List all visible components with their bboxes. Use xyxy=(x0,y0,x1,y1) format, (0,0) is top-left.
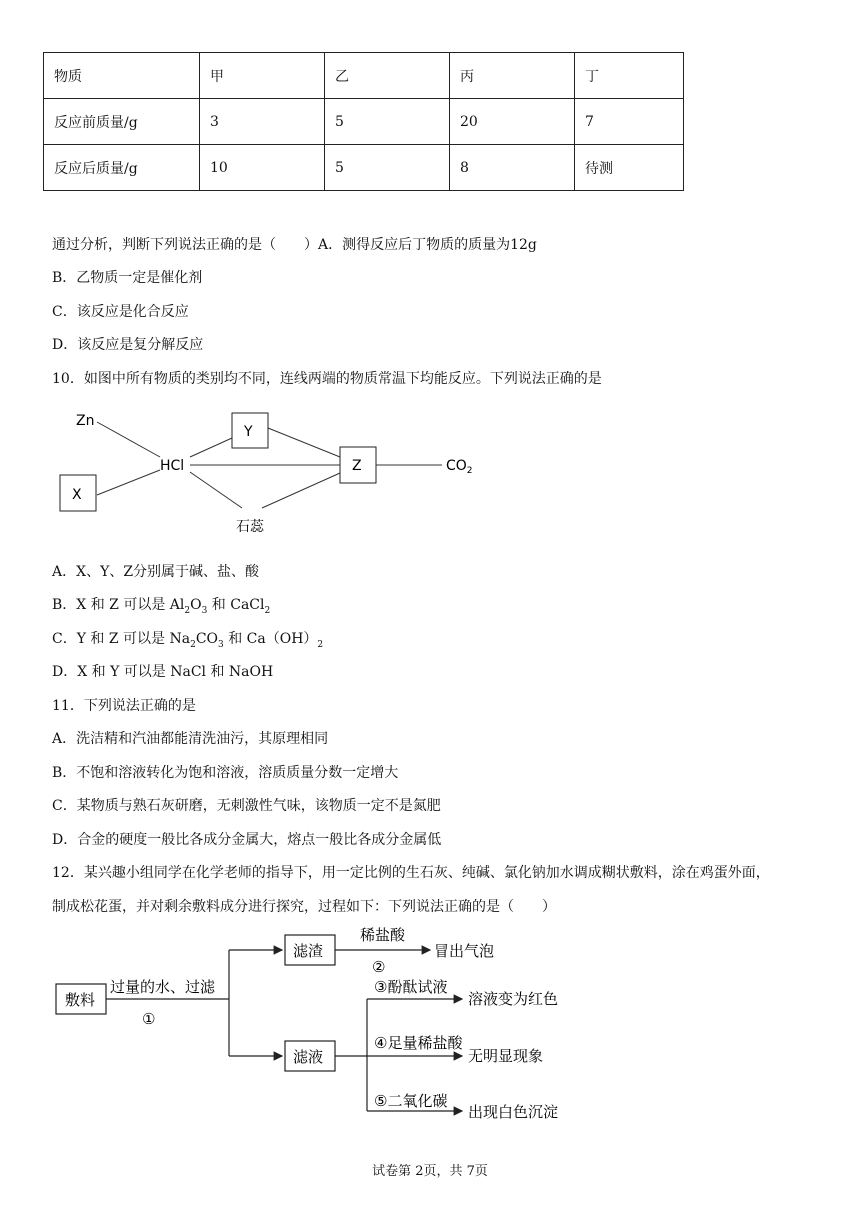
table-row xyxy=(44,145,684,191)
page-footer: 试卷第 2页，共 7页 xyxy=(372,1164,488,1179)
q9-option-c: C．该反应是化合反应 xyxy=(52,304,189,320)
q10-option-c xyxy=(52,628,323,650)
precip-result: 出现白色沉淀 xyxy=(468,1103,559,1121)
hcl-label: HCl xyxy=(160,458,185,474)
table-cell: 反应后质量/g xyxy=(44,145,200,191)
q12-stem-line2: 制成松花蛋，并对剩余敷料成分进行探究，过程如下：下列说法正确的是（ ） xyxy=(52,899,556,915)
phenol-label: ③酚酞试液 xyxy=(374,978,448,996)
text-run: 和 CaCl xyxy=(207,597,265,613)
table-cell: 5 xyxy=(325,145,450,191)
zn-label: Zn xyxy=(76,413,95,429)
co2-text: CO xyxy=(446,458,467,474)
co2-step-label: ⑤二氧化碳 xyxy=(374,1092,448,1110)
red-result: 溶液变为红色 xyxy=(468,990,559,1008)
q10-option-b xyxy=(52,594,270,616)
text-run: B．X 和 Z 可以是 Al xyxy=(52,597,185,613)
text-run: CO xyxy=(195,631,219,647)
q12-stem-line1: 12．某兴趣小组同学在化学老师的指导下，用一定比例的生石灰、纯碱、氯化钠加水调成糊状敷料，涂在鸡蛋外面， xyxy=(52,865,770,881)
text-run: 和 Ca（OH） xyxy=(223,631,318,647)
co2-label xyxy=(446,458,473,476)
q10-stem: 10．如图中所有物质的类别均不同，连线两端的物质常温下均能反应。下列说法正确的是 xyxy=(52,371,602,387)
x-label: X xyxy=(72,487,82,503)
text-run: O xyxy=(190,597,202,613)
step2-number: ② xyxy=(372,958,386,976)
text-run: C．Y 和 Z 可以是 Na xyxy=(52,631,191,647)
q9-stem: 通过分析，判断下列说法正确的是（ ）A．测得反应后丁物质的质量为12g xyxy=(52,237,537,253)
q10-reaction-diagram xyxy=(0,395,520,545)
table-cell: 8 xyxy=(450,145,575,191)
subscript: 2 xyxy=(264,605,271,616)
table-cell: 乙 xyxy=(325,53,450,99)
q11-option-d: D．合金的硬度一般比各成分金属大，熔点一般比各成分金属低 xyxy=(52,832,442,848)
table-header-row xyxy=(44,53,684,99)
lvye-label: 滤液 xyxy=(293,1048,324,1066)
q11-option-b: B．不饱和溶液转化为饱和溶液，溶质质量分数一定增大 xyxy=(52,765,399,781)
table-cell: 10 xyxy=(200,145,325,191)
table-cell: 丙 xyxy=(450,53,575,99)
mass-table xyxy=(43,52,684,191)
q12-flowchart xyxy=(0,920,620,1130)
step1-number: ① xyxy=(142,1010,156,1028)
table-cell: 甲 xyxy=(200,53,325,99)
step1-label: 过量的水、过滤 xyxy=(110,978,216,996)
q11-option-a: A．洗洁精和汽油都能清洗油污，其原理相同 xyxy=(52,731,329,747)
table-cell: 反应前质量/g xyxy=(44,99,200,145)
co2-subscript: 2 xyxy=(466,466,473,476)
excess-hcl-label: ④足量稀盐酸 xyxy=(374,1034,463,1052)
subscript: 2 xyxy=(184,605,191,616)
q9-option-d: D．该反应是复分解反应 xyxy=(52,337,204,353)
subscript: 2 xyxy=(317,639,324,650)
subscript: 3 xyxy=(218,639,224,650)
table-cell: 7 xyxy=(575,99,684,145)
q10-option-d: D．X 和 Y 可以是 NaCl 和 NaOH xyxy=(52,664,274,680)
fuliao-label: 敷料 xyxy=(65,991,96,1009)
table-cell: 3 xyxy=(200,99,325,145)
hcl-label: 稀盐酸 xyxy=(360,926,406,944)
bubbles-label: 冒出气泡 xyxy=(434,942,495,960)
table-cell: 5 xyxy=(325,99,450,145)
subscript: 2 xyxy=(190,639,196,650)
table-cell: 20 xyxy=(450,99,575,145)
table-row xyxy=(44,99,684,145)
table-cell: 丁 xyxy=(575,53,684,99)
table-cell: 待测 xyxy=(575,145,684,191)
q9-option-b: B．乙物质一定是催化剂 xyxy=(52,270,203,286)
litmus-label: 石蕊 xyxy=(236,519,264,535)
lvzha-label: 滤渣 xyxy=(293,942,324,960)
table-cell: 物质 xyxy=(44,53,200,99)
q10-option-a: A．X、Y、Z分别属于碱、盐、酸 xyxy=(52,564,260,580)
no-change-result: 无明显现象 xyxy=(468,1047,544,1065)
subscript: 3 xyxy=(201,605,208,616)
q11-stem: 11．下列说法正确的是 xyxy=(52,698,196,714)
q11-option-c: C．某物质与熟石灰研磨，无刺激性气味，该物质一定不是氮肥 xyxy=(52,798,441,814)
z-label: Z xyxy=(352,458,362,474)
y-label: Y xyxy=(244,424,253,440)
